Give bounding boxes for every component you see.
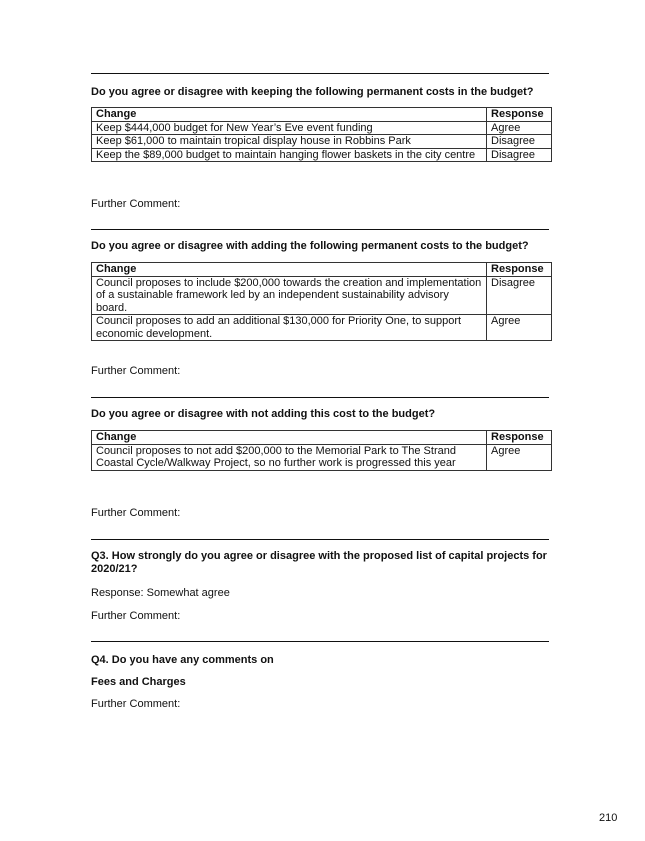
header-response: Response [487,108,552,122]
question-q3: Q3. How strongly do you agree or disagree with the proposed list of capital projects for 2020/21? [91,550,547,575]
response-cell: Agree [487,121,552,135]
response-cell: Disagree [487,276,552,315]
table-header-row [92,431,552,445]
page-number: 210 [599,812,618,824]
table-add-costs [91,262,552,341]
table-row [92,135,552,149]
further-comment-label: Further Comment: [91,507,181,519]
change-cell: Keep $444,000 budget for New Year’s Eve event funding [92,121,487,135]
divider-1 [91,73,549,74]
header-change: Change [92,431,487,445]
change-cell: Keep the $89,000 budget to maintain hanging flower baskets in the city centre [92,148,487,162]
header-change: Change [92,108,487,122]
divider-5 [91,641,549,642]
question-q4: Q4. Do you have any comments on [91,654,274,666]
table-keep-costs [91,107,552,162]
question-keep-costs: Do you agree or disagree with keeping the following permanent costs in the budget? [91,86,534,98]
divider-4 [91,539,549,540]
q4-subheading: Fees and Charges [91,676,186,688]
change-cell: Council proposes to add an additional $130,000 for Priority One, to support economic development. [92,315,487,341]
table-row [92,315,552,341]
divider-2 [91,229,549,230]
response-cell: Agree [487,444,552,470]
question-add-costs: Do you agree or disagree with adding the following permanent costs to the budget? [91,240,529,252]
further-comment-label: Further Comment: [91,698,181,710]
table-row [92,121,552,135]
table-row [92,276,552,315]
further-comment-label: Further Comment: [91,610,181,622]
header-change: Change [92,263,487,277]
response-cell: Agree [487,315,552,341]
divider-3 [91,397,549,398]
table-header-row [92,108,552,122]
table-row [92,148,552,162]
change-cell: Keep $61,000 to maintain tropical display house in Robbins Park [92,135,487,149]
table-header-row [92,263,552,277]
q3-response: Response: Somewhat agree [91,587,230,599]
question-not-adding-cost: Do you agree or disagree with not adding this cost to the budget? [91,408,436,420]
response-cell: Disagree [487,135,552,149]
change-cell: Council proposes to include $200,000 towards the creation and implementation of a sustainable framework led by an independent sustainability advisory board. [92,276,487,315]
header-response: Response [487,431,552,445]
response-cell: Disagree [487,148,552,162]
header-response: Response [487,263,552,277]
table-row [92,444,552,470]
table-not-adding-cost [91,430,552,471]
change-cell: Council proposes to not add $200,000 to the Memorial Park to The Strand Coastal Cycle/Walkway Project, so no further work is progressed this year [92,444,487,470]
further-comment-label: Further Comment: [91,365,181,377]
further-comment-label: Further Comment: [91,198,181,210]
